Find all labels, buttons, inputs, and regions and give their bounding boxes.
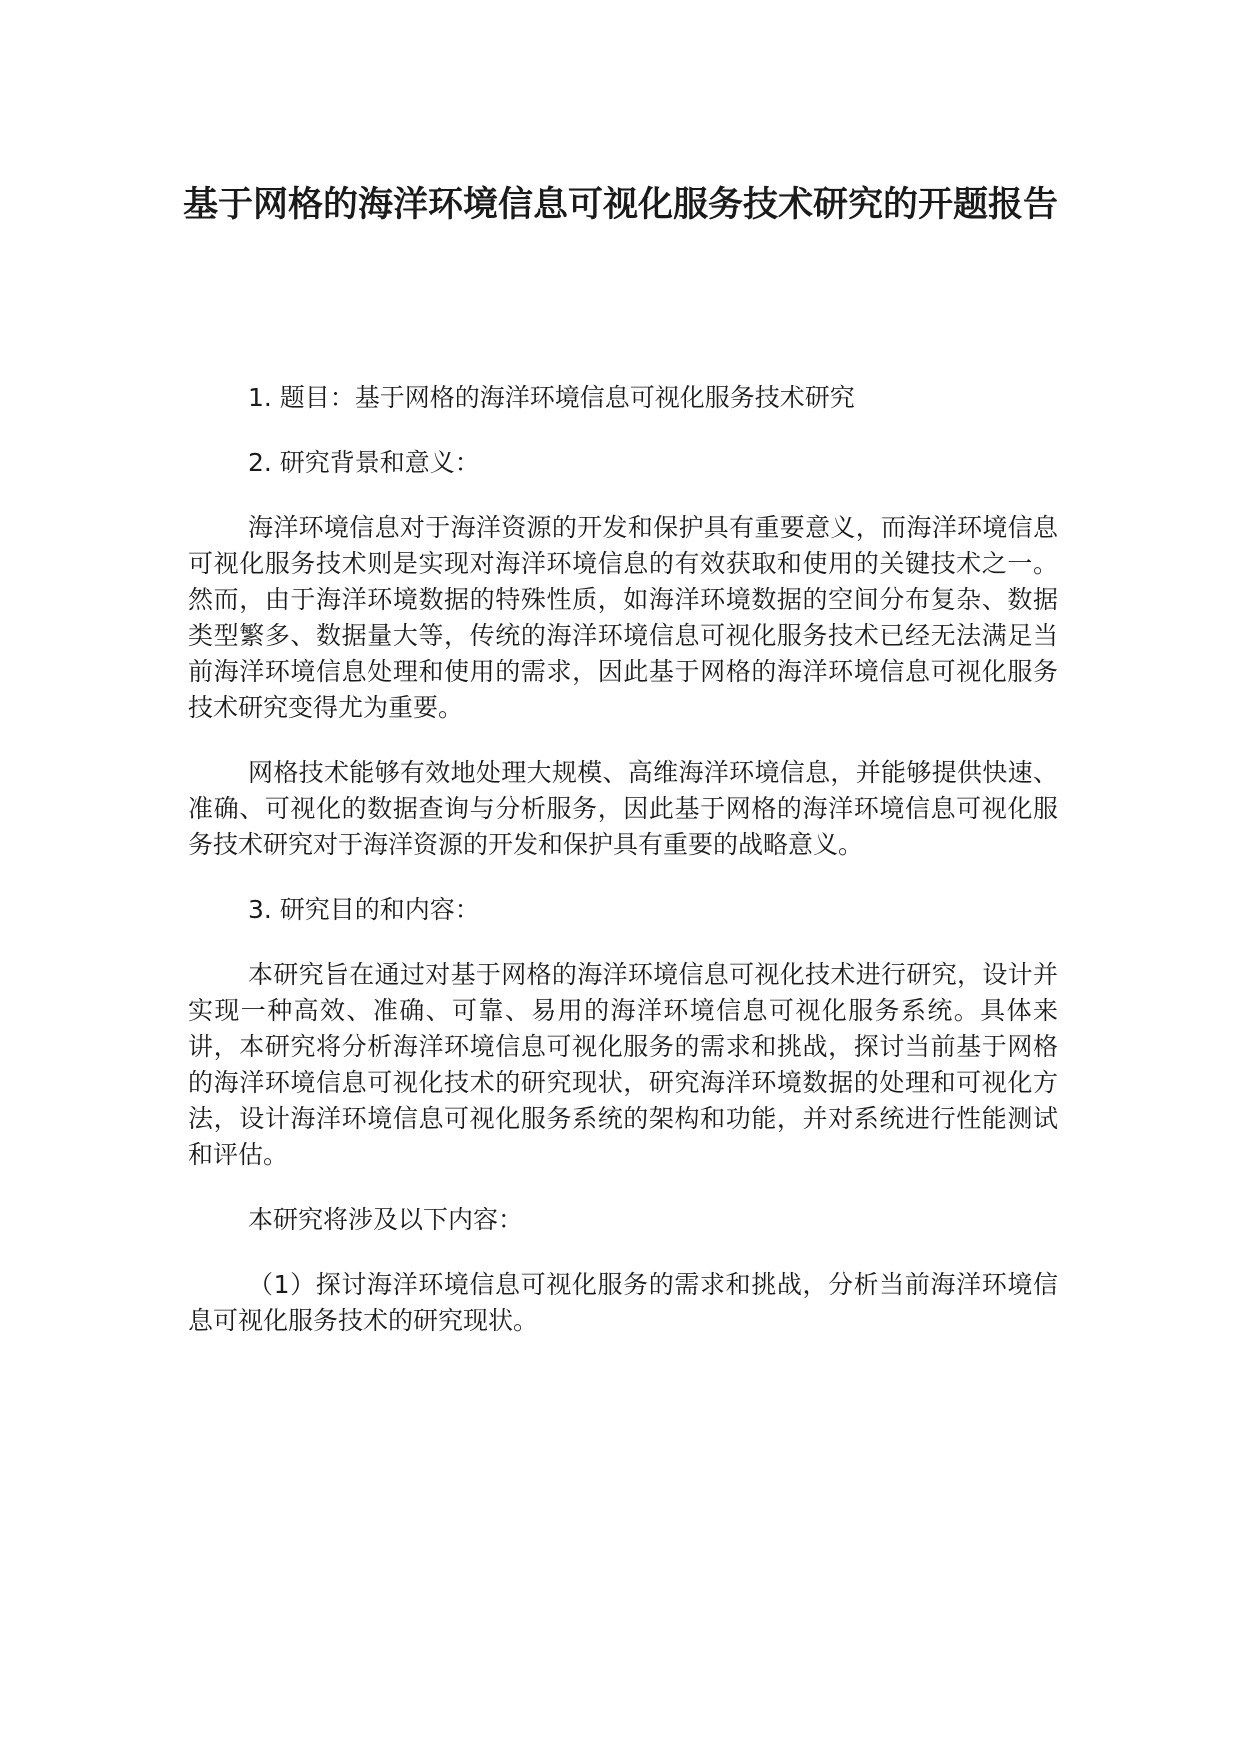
section-heading-background: 2. 研究背景和意义： (248, 448, 480, 477)
section-heading-purpose: 3. 研究目的和内容： (248, 895, 480, 924)
body-paragraph: 本研究将涉及以下内容： (248, 1205, 524, 1234)
document-body (188, 380, 1058, 1368)
section-heading-topic: 1. 题目：基于网格的海洋环境信息可视化服务技术研究 (248, 383, 855, 412)
document-title: 基于网格的海洋环境信息可视化服务技术研究的开题报告 (182, 185, 1058, 225)
body-paragraph: 海洋环境信息对于海洋资源的开发和保护具有重要意义，而海洋环境信息可视化服务技术则是实现对海洋环境信息的有效获取和使用的关键技术之一。然而，由于海洋环境数据的特殊性质，如海洋环境数据的空间分布复杂、数据类型繁多、数据量大等，传统的海洋环境信息可视化服务技术已经无法满足当前海洋环境信息处理和使用的需求，因此基于网格的海洋环境信息可视化服务技术研究变得尤为重要。 (188, 513, 1058, 722)
body-paragraph: 网格技术能够有效地处理大规模、高维海洋环境信息，并能够提供快速、准确、可视化的数据查询与分析服务，因此基于网格的海洋环境信息可视化服务技术研究对于海洋资源的开发和保护具有重要的战略意义。 (188, 758, 1058, 859)
list-item: （1）探讨海洋环境信息可视化服务的需求和挑战，分析当前海洋环境信息可视化服务技术的研究现状。 (188, 1270, 1058, 1335)
body-paragraph: 本研究旨在通过对基于网格的海洋环境信息可视化技术进行研究，设计并实现一种高效、准确、可靠、易用的海洋环境信息可视化服务系统。具体来讲，本研究将分析海洋环境信息可视化服务的需求和挑战，探讨当前基于网格的海洋环境信息可视化技术的研究现状，研究海洋环境数据的处理和可视化方法，设计海洋环境信息可视化服务系统的架构和功能，并对系统进行性能测试和评估。 (188, 960, 1058, 1169)
